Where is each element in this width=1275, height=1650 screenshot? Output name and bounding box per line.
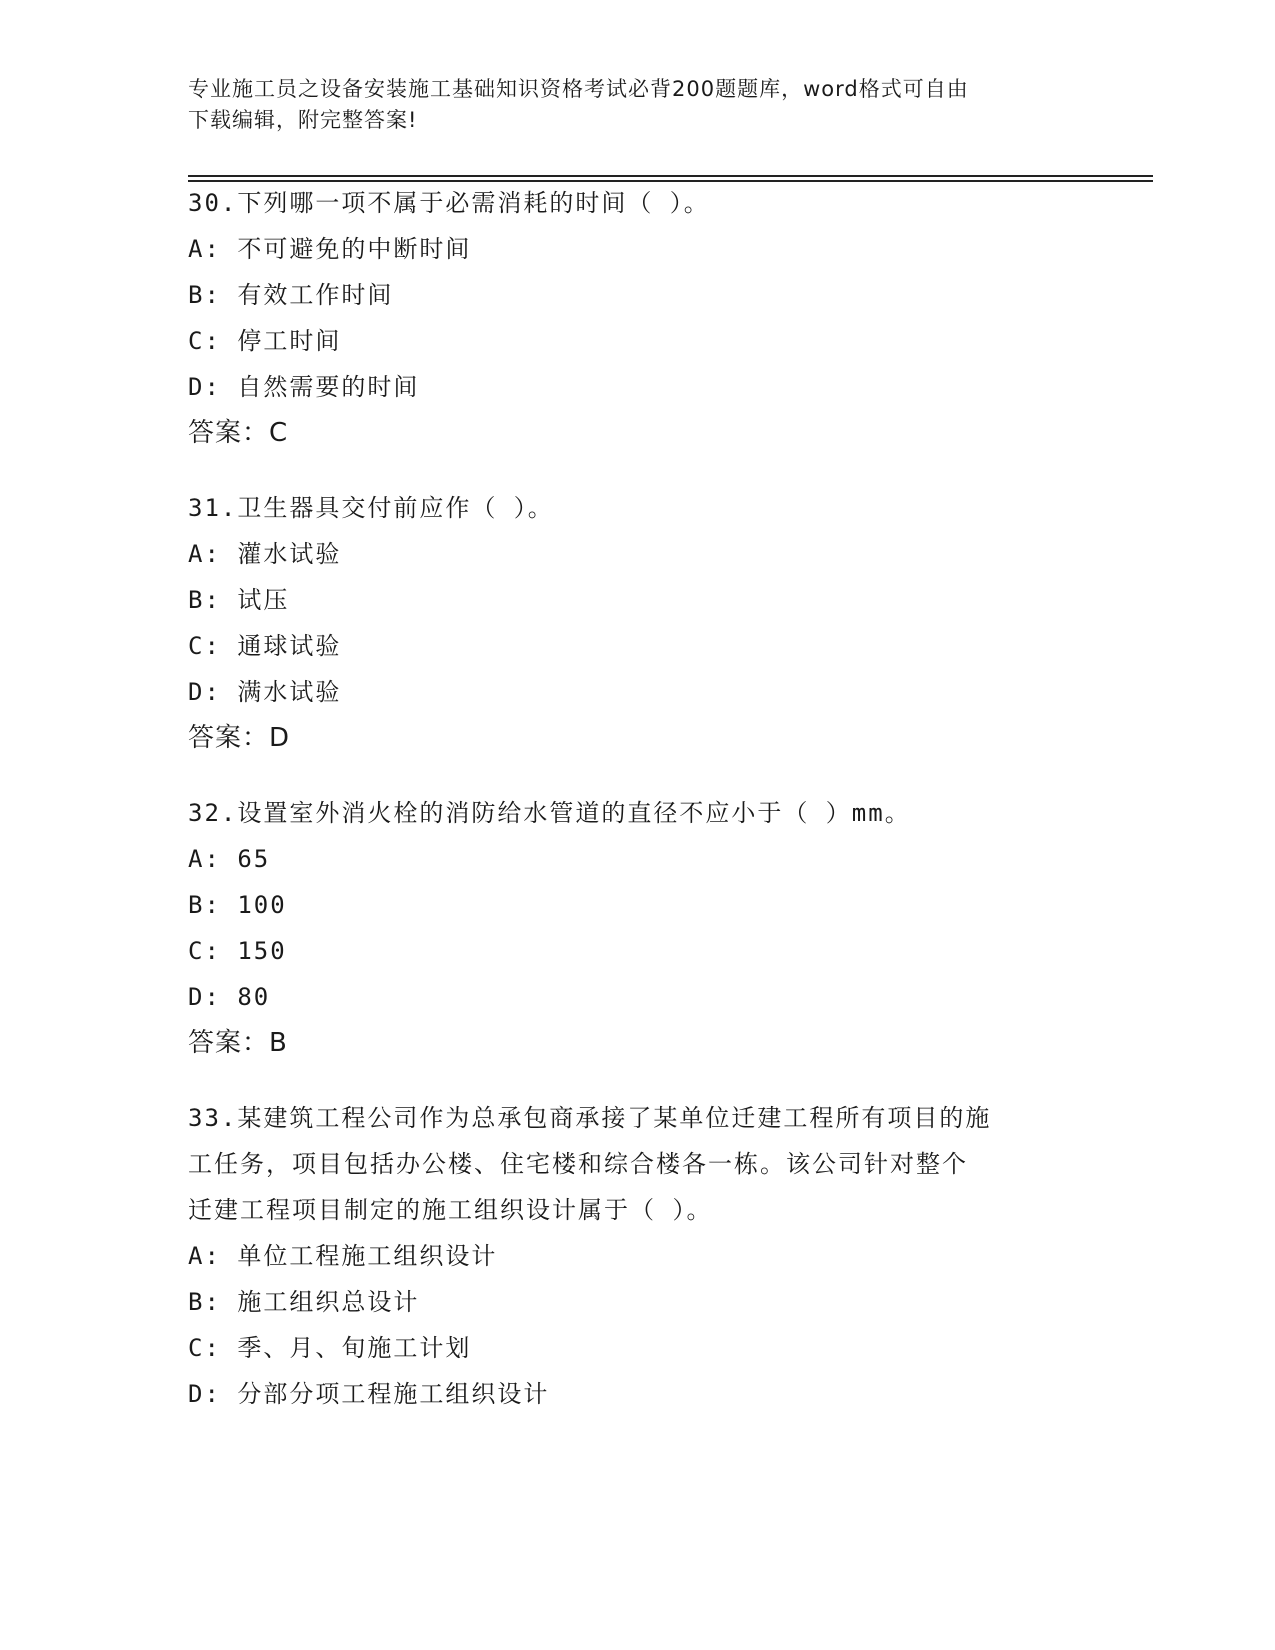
option-c: C: 150	[188, 937, 287, 965]
option-c: C: 停工时间	[188, 327, 342, 355]
option-b: B: 100	[188, 891, 287, 919]
option-a: A: 65	[188, 845, 271, 873]
question-stem-line-2: 工任务，项目包括办公楼、住宅楼和综合楼各一栋。该公司针对整个	[188, 1150, 968, 1178]
question-stem: 30.下列哪一项不属于必需消耗的时间（ ）。	[188, 189, 710, 217]
option-d: D: 自然需要的时间	[188, 373, 420, 401]
question-32	[188, 790, 1088, 1066]
option-a: A: 不可避免的中断时间	[188, 235, 472, 263]
question-stem-line-1: 33.某建筑工程公司作为总承包商承接了某单位迁建工程所有项目的施	[188, 1104, 992, 1132]
option-b: B: 施工组织总设计	[188, 1288, 420, 1316]
question-30	[188, 180, 1088, 456]
question-33	[188, 1095, 1088, 1417]
question-stem: 31.卫生器具交付前应作（ ）。	[188, 494, 554, 522]
question-31	[188, 485, 1088, 761]
header-line-2: 下载编辑，附完整答案!	[188, 108, 418, 132]
option-c: C: 季、月、旬施工计划	[188, 1334, 472, 1362]
document-header	[188, 74, 1088, 136]
answer-label: 答案：	[188, 418, 270, 448]
answer-label: 答案：	[188, 1028, 270, 1058]
answer-value: C	[269, 418, 289, 448]
option-b: B: 试压	[188, 586, 290, 614]
option-b: B: 有效工作时间	[188, 281, 394, 309]
option-d: D: 分部分项工程施工组织设计	[188, 1380, 550, 1408]
answer-label: 答案：	[188, 723, 270, 753]
answer-value: B	[269, 1028, 288, 1058]
answer-value: D	[269, 723, 291, 753]
question-stem: 32.设置室外消火栓的消防给水管道的直径不应小于（ ）mm。	[188, 799, 911, 827]
question-stem-line-3: 迁建工程项目制定的施工组织设计属于（ ）。	[188, 1196, 713, 1224]
option-d: D: 80	[188, 983, 271, 1011]
answer-line	[188, 1020, 1088, 1066]
option-a: A: 灌水试验	[188, 540, 342, 568]
answer-line	[188, 715, 1088, 761]
header-rule-top	[188, 175, 1153, 177]
header-line-1: 专业施工员之设备安装施工基础知识资格考试必背200题题库，word格式可自由	[188, 77, 969, 101]
option-d: D: 满水试验	[188, 678, 342, 706]
answer-line	[188, 410, 1088, 456]
option-a: A: 单位工程施工组织设计	[188, 1242, 498, 1270]
option-c: C: 通球试验	[188, 632, 342, 660]
